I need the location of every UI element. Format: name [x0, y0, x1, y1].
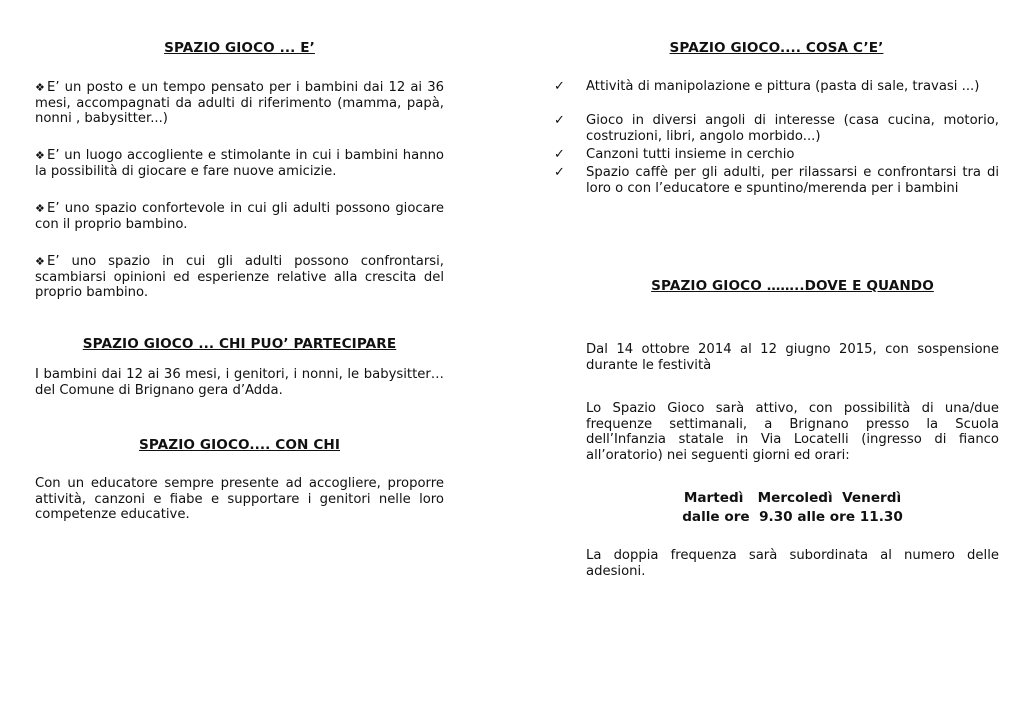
heading-con-chi: SPAZIO GIOCO.... CON CHI [138, 437, 341, 453]
schedule-hours: dalle ore 9.30 alle ore 11.30 [682, 509, 903, 525]
diamond-bullet-icon: ❖ [35, 255, 45, 268]
intro-item-1 [35, 80, 444, 127]
activity-item-text: Gioco in diversi angoli di interesse (casa cucina, motorio, costruzioni, libri, angolo morbido...) [586, 113, 999, 144]
schedule-days: Martedì Mercoledì Venerdì [683, 490, 902, 506]
diamond-bullet-icon: ❖ [35, 149, 45, 162]
diamond-bullet-icon: ❖ [35, 202, 45, 215]
intro-item-text: E’ un posto e un tempo pensato per i bambini dai 12 ai 36 mesi, accompagnati da adulti di riferimento (mamma, papà, nonni , babysitter...) [35, 80, 444, 126]
activity-item-4 [554, 165, 999, 213]
activity-item-text: Attività di manipolazione e pittura (pasta di sale, travasi ...) [586, 79, 980, 94]
checkmark-icon: ✓ [554, 147, 565, 162]
diamond-bullet-icon: ❖ [35, 81, 45, 94]
heading-spazio-gioco-e: SPAZIO GIOCO ... E’ [164, 40, 315, 56]
activity-item-2 [554, 113, 999, 145]
active-text: Lo Spazio Gioco sarà attivo, con possibilità di una/due frequenze settimanali, a Brignano presso la Scuola dell’Infanzia statale in Via Locatelli (ingresso di fianco all’oratorio) nei seguenti giorni ed orari: [586, 401, 999, 463]
heading-cosa-ce: SPAZIO GIOCO.... COSA C’E’ [669, 40, 884, 56]
double-frequency-text: La doppia frequenza sarà subordinata al numero delle adesioni. [586, 548, 999, 579]
checkmark-icon: ✓ [554, 79, 565, 94]
intro-item-4 [35, 254, 444, 301]
chi-puo-text: I bambini dai 12 ai 36 mesi, i genitori, i nonni, le babysitter… del Comune di Brignano gera d’Adda. [35, 367, 444, 398]
intro-item-text: E’ uno spazio confortevole in cui gli adulti possono giocare con il proprio bambino. [35, 201, 444, 232]
dates-text: Dal 14 ottobre 2014 al 12 giugno 2015, con sospensione durante le festività [586, 342, 999, 373]
intro-item-text: E’ uno spazio in cui gli adulti possono confrontarsi, scambiarsi opinioni ed esperienze relative alla crescita del proprio bambino. [35, 254, 444, 300]
heading-chi-puo-partecipare: SPAZIO GIOCO ... CHI PUO’ PARTECIPARE [82, 336, 397, 352]
checkmark-icon: ✓ [554, 113, 565, 128]
heading-dove-e-quando: SPAZIO GIOCO ……..DOVE E QUANDO [651, 278, 934, 294]
intro-item-2 [35, 148, 444, 179]
intro-item-text: E’ un luogo accogliente e stimolante in cui i bambini hanno la possibilità di giocare e fare nuove amicizie. [35, 148, 444, 179]
activity-item-1 [554, 79, 999, 111]
intro-item-3 [35, 201, 444, 232]
con-chi-text: Con un educatore sempre presente ad accogliere, proporre attività, canzoni e fiabe e supportare i genitori nelle loro competenze educative. [35, 476, 444, 522]
checkmark-icon: ✓ [554, 165, 565, 180]
activity-item-text: Spazio caffè per gli adulti, per rilassarsi e confrontarsi tra di loro o con l’educatore e spuntino/merenda per i bambini [586, 165, 999, 196]
activity-item-text: Canzoni tutti insieme in cerchio [586, 147, 795, 162]
activity-item-3 [554, 147, 999, 163]
